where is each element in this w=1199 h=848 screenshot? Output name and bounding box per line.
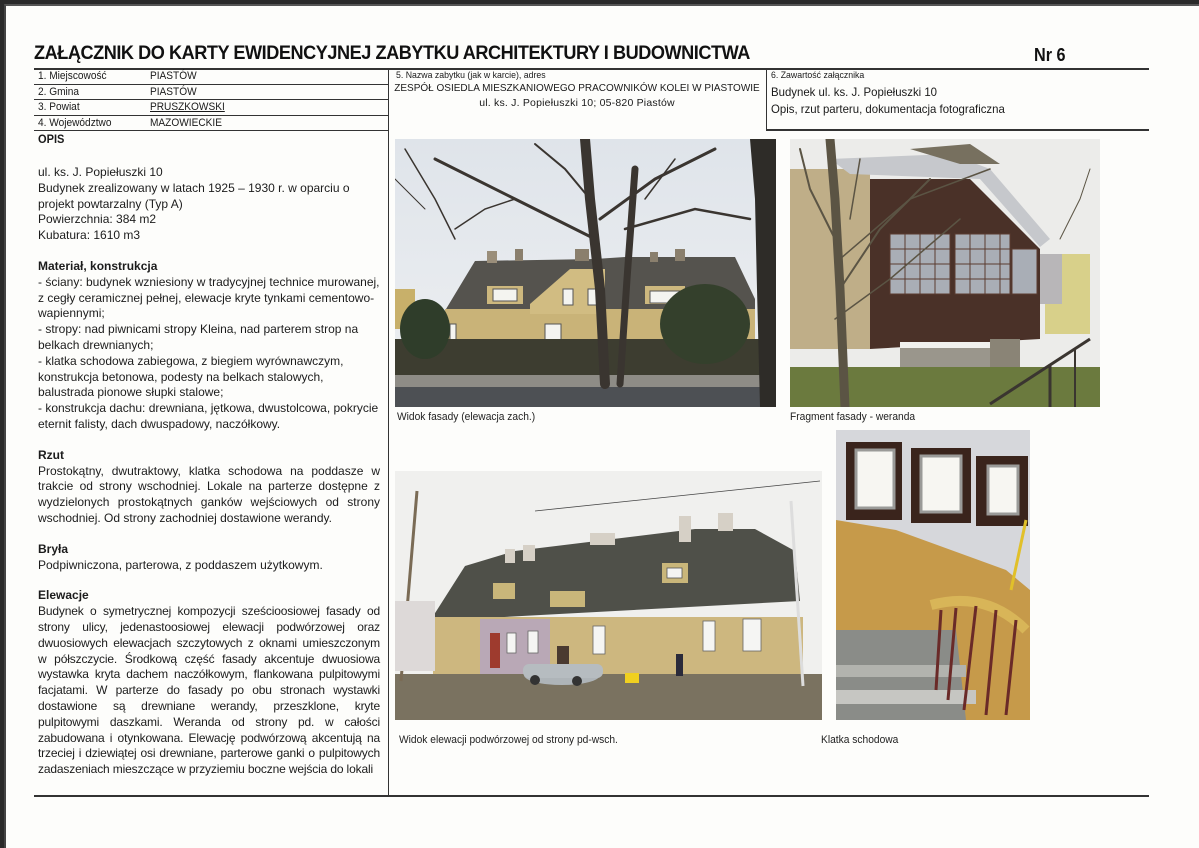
field-label: 2. Gmina bbox=[38, 86, 80, 98]
field-label: 1. Miejscowość bbox=[38, 70, 107, 82]
footer-rule bbox=[34, 795, 1149, 797]
field-label: 3. Powiat bbox=[38, 101, 80, 113]
photo-facade-west bbox=[395, 139, 776, 407]
opis-heading: OPIS bbox=[38, 132, 65, 146]
photo-staircase bbox=[836, 430, 1030, 720]
photo-caption: Klatka schodowa bbox=[821, 734, 899, 746]
field-value: PIASTÓW bbox=[150, 70, 197, 82]
header-bottom-rule bbox=[766, 129, 1149, 131]
intro-area: Powierzchnia: 384 m2 bbox=[38, 212, 157, 227]
material-heading: Materiał, konstrukcja bbox=[38, 258, 158, 273]
field-miejscowosc bbox=[34, 69, 388, 84]
section5-label: 5. Nazwa zabytku (jak w karcie), adres bbox=[396, 70, 546, 81]
document-number: Nr 6 bbox=[1034, 45, 1066, 65]
material-roof: - konstrukcja dachu: drewniana, jętkowa, dwustolcowa, pokrycie eternit falisty, dach dwuspadowy, naczółkowy. bbox=[38, 401, 379, 431]
photo-courtyard-elevation bbox=[395, 471, 822, 720]
rzut-text: Prostokątny, dwutraktowy, klatka schodowa na poddasze w trakcie od strony wschodniej. Lokale na parterze dostępne z wydzielonych prostokątnych ganków wejściowych od strony wschodniej. Od strony zachodniej dostawione werandy. bbox=[38, 463, 380, 525]
photo-caption: Fragment fasady - weranda bbox=[790, 411, 916, 423]
intro-volume: Kubatura: 1610 m3 bbox=[38, 228, 141, 243]
column-divider bbox=[766, 68, 767, 131]
attachment-building: Budynek ul. ks. J. Popiełuszki 10 bbox=[771, 85, 938, 99]
intro-address: ul. ks. J. Popiełuszki 10 bbox=[38, 165, 163, 179]
intro-construction: Budynek zrealizowany w latach 1925 – 1930 r. w oparciu o projekt powtarzalny (Typ A) bbox=[38, 180, 350, 211]
field-wojewodztwo bbox=[34, 116, 388, 131]
monument-name: ZESPÓŁ OSIEDLA MIESZKANIOWEGO PRACOWNIKÓW KOLEI W PIASTOWIE bbox=[394, 83, 760, 94]
field-label: 4. Województwo bbox=[38, 117, 112, 129]
section6-label: 6. Zawartość załącznika bbox=[771, 70, 865, 81]
bryla-heading: Bryła bbox=[38, 541, 69, 556]
elewacje-heading: Elewacje bbox=[38, 588, 89, 603]
photo-caption: Widok elewacji podwórzowej od strony pd-wsch. bbox=[399, 734, 618, 746]
field-value: PRUSZKOWSKI bbox=[150, 101, 225, 113]
rzut-heading: Rzut bbox=[38, 447, 64, 462]
field-powiat bbox=[34, 100, 388, 115]
monument-address: ul. ks. J. Popiełuszki 10; 05-820 Piastów bbox=[479, 97, 675, 109]
material-ceilings: - stropy: nad piwnicami stropy Kleina, nad parterem strop na belkach drewnianych; bbox=[38, 322, 359, 352]
photo-caption: Widok fasady (elewacja zach.) bbox=[397, 411, 536, 423]
field-gmina bbox=[34, 85, 388, 100]
elewacje-text: Budynek o symetrycznej kompozycji sześcioosiowej fasady od strony ulicy, jedenastoosiowej elewacji podwórzowej oraz dwuosiowych elewacjach szczytowych z oknami umieszczonym w półszczycie. Środkową część fasady akcentuje dwuosiowa wystawka kryta dachem naczółkowym, flankowana pulpitowymi facjatami. W parterze do fasady po obu stronach wystawki dostawione są drewniane werandy, przeszklone, kryte pulpitowymi daszkami. Weranda od strony pd. w całości zabudowana i otynkowana. Elewację podwórzową akcentują na trzeciej i dziewiątej osi drewniane, parterowe ganki o pulpitowych zadaszeniach mieszczące w przyziemiu boczne wejścia do lokali bbox=[38, 604, 380, 777]
field-value: MAZOWIECKIE bbox=[150, 117, 222, 129]
column-divider bbox=[388, 68, 389, 796]
field-value: PIASTÓW bbox=[150, 86, 197, 98]
material-walls: - ściany: budynek wzniesiony w tradycyjnej technice murowanej, z cegły ceramicznej pełnej, elewacje kryte tynkami cementowo-wapiennymi; bbox=[38, 274, 380, 321]
attachment-contents: Opis, rzut parteru, dokumentacja fotograficzna bbox=[771, 102, 1005, 116]
description-column bbox=[38, 165, 380, 778]
material-staircase: - klatka schodowa zabiegowa, z biegiem wyrównawczym, konstrukcja betonowa, podesty na belkach stalowych, balustrada pionowe słupki stalowe; bbox=[38, 353, 344, 400]
document-title: ZAŁĄCZNIK DO KARTY EWIDENCYJNEJ ZABYTKU ARCHITEKTURY I BUDOWNICTWA bbox=[34, 42, 750, 64]
photo-veranda bbox=[790, 139, 1100, 407]
bryla-text: Podpiwniczona, parterowa, z poddaszem użytkowym. bbox=[38, 557, 323, 572]
